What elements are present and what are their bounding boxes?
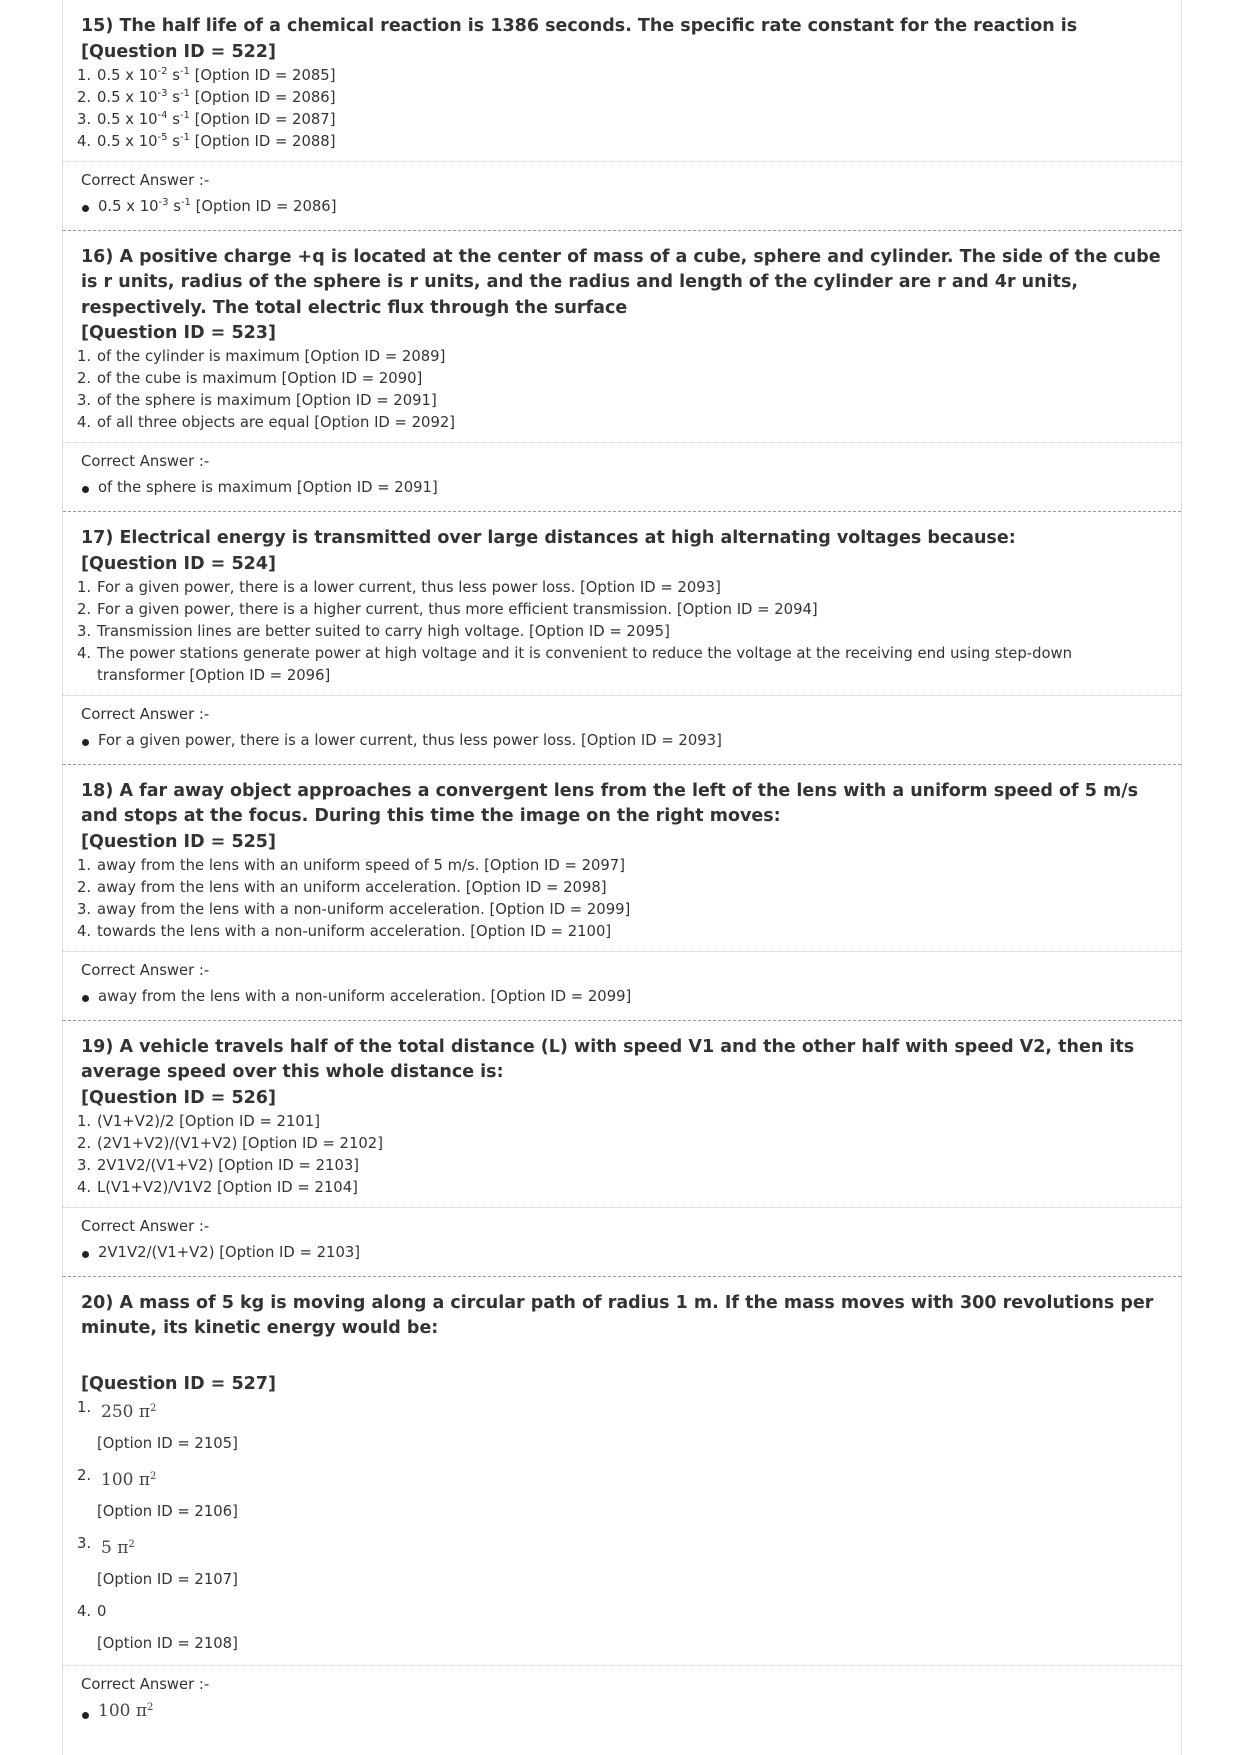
question-id: [Question ID = 526] [81,1087,276,1108]
option-item: 4. The power stations generate power at high voltage and it is convenient to reduce the voltage at the receiving end using step-down transformer [Option ID = 2096] [77,644,1073,684]
correct-answer-label: Correct Answer :- [81,1217,210,1235]
option-item: 1. 250 $\pi^2$ [Option ID = 2105] [77,1397,1181,1455]
bullet-icon [82,1251,89,1258]
option-item: 2. away from the lens with an uniform acceleration. [Option ID = 2098] [77,878,607,896]
correct-answer: 2V1V2/(V1+V2) [Option ID = 2103] [63,1242,1181,1264]
question-16 [63,231,1181,513]
option-item: 2. of the cube is maximum [Option ID = 2090] [77,370,423,387]
correct-answer-label: Correct Answer :- [81,453,210,470]
option-item: 4. of all three objects are equal [Option ID = 2092] [77,414,456,431]
correct-answer-label: Correct Answer :- [81,961,210,979]
bullet-icon [82,486,89,493]
question-id: [Question ID = 527] [81,1373,276,1394]
option-item: 3. 5 $\pi^2$ [Option ID = 2107] [77,1533,1181,1591]
option-item: 4. 0 [Option ID = 2108] [77,1602,238,1652]
bullet-icon [82,995,89,1002]
correct-answer: For a given power, there is a lower current, thus less power loss. [Option ID = 2093] [63,730,1181,752]
option-item: 2. 100 $\pi^2$ [Option ID = 2106] [77,1465,1181,1523]
correct-answer-section [63,161,1181,222]
correct-answer: of the sphere is maximum [Option ID = 2091] [63,477,1181,499]
option-item: 3. 2V1V2/(V1+V2) [Option ID = 2103] [77,1156,360,1174]
correct-answer-label: Correct Answer :- [81,705,210,723]
correct-answer-section [63,951,1181,1012]
option-list [63,65,1181,153]
question-text: 16) A positive charge +q is located at the center of mass of a cube, sphere and cylinder. The side of the cube is r units, radius of the sphere is r units, and the radius and length of the cylinder are r and 4r units, respectively. The total electric flux through the surface [81,246,1161,318]
bullet-icon [82,1712,89,1719]
question-id: [Question ID = 524] [81,553,276,574]
option-item: 4. towards the lens with a non-uniform acceleration. [Option ID = 2100] [77,922,612,940]
question-id: [Question ID = 522] [81,41,276,62]
option-list [63,1397,1181,1655]
option-item: 1. away from the lens with an uniform speed of 5 m/s. [Option ID = 2097] [77,856,625,874]
option-item: 4. L(V1+V2)/V1V2 [Option ID = 2104] [77,1178,358,1196]
option-item: 2. For a given power, there is a higher current, thus more efficient transmission. [Option ID = 2094] [77,600,818,618]
option-math: 5 $\pi^2$ [101,1537,135,1558]
question-id: [Question ID = 525] [81,831,276,852]
bullet-icon [82,739,89,746]
correct-answer: away from the lens with a non-uniform acceleration. [Option ID = 2099] [63,986,1181,1008]
option-math: 100 $\pi^2$ [101,1469,157,1490]
option-list [63,1111,1181,1199]
question-text: 19) A vehicle travels half of the total distance (L) with speed V1 and the other half with speed V2, then its average speed over this whole distance is: [81,1036,1135,1082]
question-paper [62,0,1182,1755]
question-text: 17) Electrical energy is transmitted over large distances at high alternating voltages because: [81,528,1016,548]
option-item: 3. Transmission lines are better suited to carry high voltage. [Option ID = 2095] [77,622,670,640]
correct-answer-section [63,695,1181,756]
correct-answer: 0.5 x $10^{-3}$ $s^{-1}$ [Option ID = 2086] [63,196,1181,218]
correct-answer-section [63,442,1181,503]
question-17 [63,512,1181,765]
option-item: 2. (2V1+V2)/(V1+V2) [Option ID = 2102] [77,1134,383,1152]
question-text: 18) A far away object approaches a convergent lens from the left of the lens with a uniform speed of 5 m/s and stops at the focus. During this time the image on the right moves: [81,780,1139,826]
option-list [63,346,1181,434]
correct-answer-section [63,1665,1181,1726]
correct-answer-section [63,1207,1181,1268]
option-item: 1. For a given power, there is a lower current, thus less power loss. [Option ID = 2093] [77,578,721,596]
question-id: [Question ID = 523] [81,323,276,343]
question-15 [63,0,1181,231]
question-text: 15) The half life of a chemical reaction is 1386 seconds. The specific rate constant for the reaction is [81,16,1078,36]
option-list [63,855,1181,943]
option-item: 1. of the cylinder is maximum [Option ID = 2089] [77,348,446,365]
bullet-icon [82,205,89,212]
question-20 [63,1277,1181,1726]
option-list [63,577,1181,687]
correct-answer: 100 $\pi^2$ [63,1700,1181,1722]
option-item: 2. 0.5 x $10^{-3}$ $s^{-1}$ [Option ID = 2086] [77,87,336,106]
option-item: 3. away from the lens with a non-uniform acceleration. [Option ID = 2099] [77,900,631,918]
option-math: 250 $\pi^2$ [101,1401,157,1422]
option-item: 3. 0.5 x $10^{-4}$ $s^{-1}$ [Option ID = 2087] [77,109,336,128]
option-item: 4. 0.5 x $10^{-5}$ $s^{-1}$ [Option ID = 2088] [77,131,336,150]
question-18 [63,765,1181,1021]
question-19 [63,1021,1181,1277]
correct-answer-label: Correct Answer :- [81,171,210,189]
option-item: 1. 0.5 x $10^{-2}$ $s^{-1}$ [Option ID = 2085] [77,65,336,84]
question-text: 20) A mass of 5 kg is moving along a circular path of radius 1 m. If the mass moves with 300 revolutions per minute, its kinetic energy would be: [81,1292,1154,1338]
option-item: 3. of the sphere is maximum [Option ID = 2091] [77,392,437,409]
correct-answer-label: Correct Answer :- [81,1675,210,1693]
option-item: 1. (V1+V2)/2 [Option ID = 2101] [77,1112,320,1130]
